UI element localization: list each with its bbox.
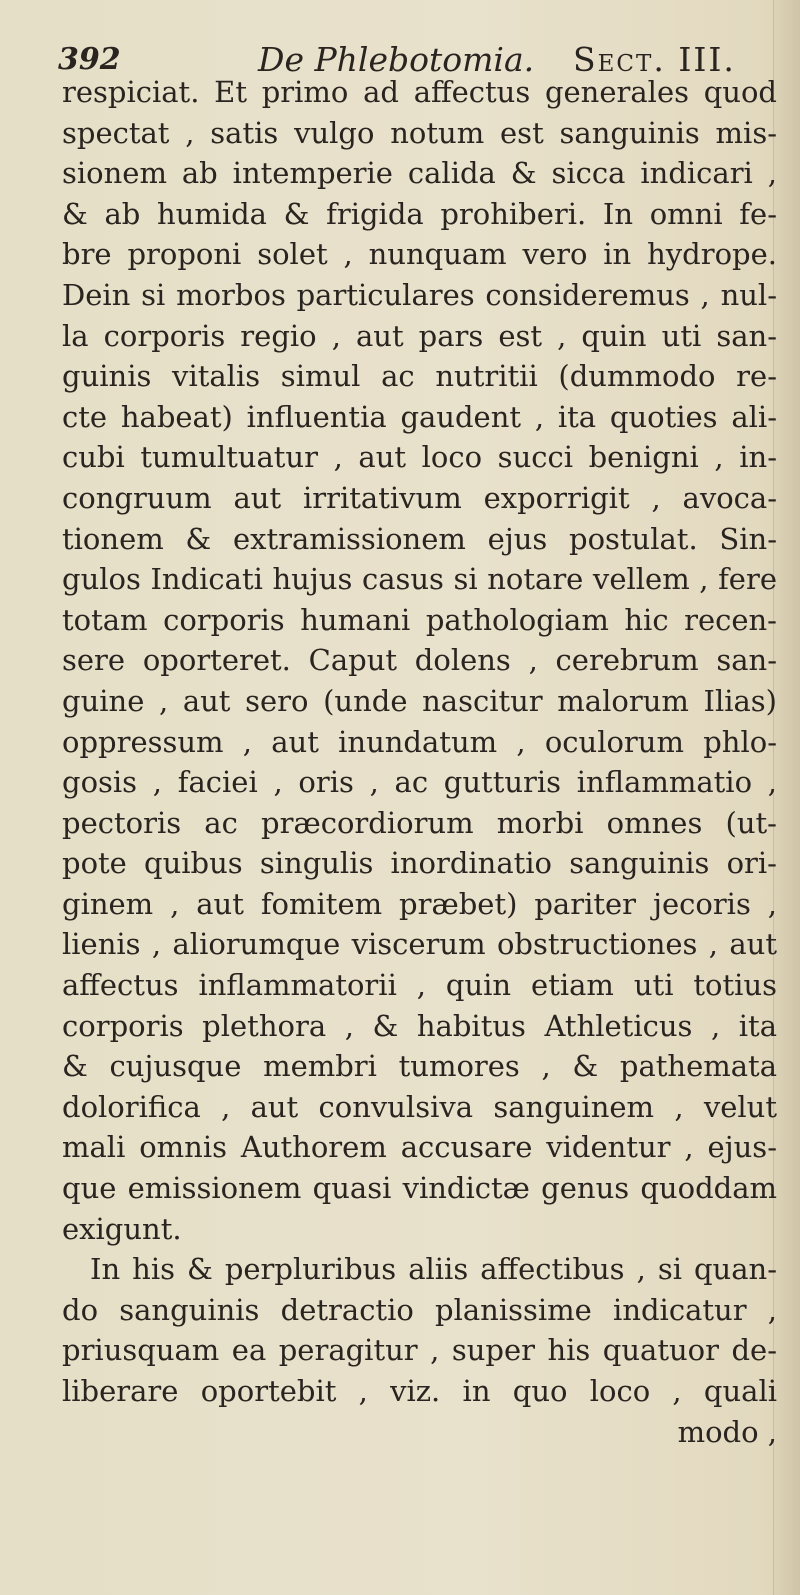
text-line: sere oporteret. Caput dolens , cerebrum san- — [62, 643, 777, 678]
text-line: priusquam ea peragitur , super his quatuor de- — [62, 1333, 777, 1368]
text-line: pote quibus singulis inordinatio sanguinis ori- — [62, 846, 777, 881]
text-line: guinis vitalis simul ac nutritii (dummodo re- — [62, 359, 777, 394]
text-line: dolorifica , aut convulsiva sanguinem , velut — [62, 1089, 777, 1124]
text-line: respiciat. Et primo ad affectus generales quod — [62, 75, 777, 109]
text-line: mali omnis Authorem accusare videntur , ejus- — [62, 1130, 777, 1165]
text-line: exigunt. — [62, 1211, 182, 1246]
text-line: sionem ab intemperie calida & sicca indicari , — [62, 156, 777, 191]
page-edge — [773, 0, 800, 1595]
text-line: oppressum , aut inundatum , oculorum phlo- — [62, 724, 777, 759]
section-label: Sect. III. — [573, 40, 736, 79]
catchword: modo , — [677, 1414, 777, 1449]
text-line: gulos Indicati hujus casus si notare vellem , fere — [62, 562, 777, 597]
text-line: do sanguinis detractio planissime indicatur , — [62, 1292, 777, 1327]
text-line: ginem , aut fomitem præbet) pariter jecoris , — [62, 886, 777, 921]
text-line: affectus inflammatorii , quin etiam uti totius — [62, 968, 777, 1003]
text-line: & cujusque membri tumores , & pathemata — [62, 1049, 777, 1084]
text-line: In his & perpluribus aliis affectibus , si quan- — [90, 1252, 777, 1287]
text-line: corporis plethora , & habitus Athleticus , ita — [62, 1008, 777, 1043]
running-title: De Phlebotomia. — [258, 40, 535, 79]
text-line: lienis , aliorumque viscerum obstructiones , aut — [62, 927, 777, 962]
text-line: liberare oportebit , viz. in quo loco , quali — [62, 1374, 777, 1408]
text-line: que emissionem quasi vindictæ genus quoddam — [62, 1171, 777, 1206]
text-line: spectat , satis vulgo notum est sanguinis mis- — [62, 115, 777, 150]
text-line: & ab humida & frigida prohiberi. In omni fe- — [62, 196, 777, 231]
text-line: congruum aut irritativum exporrigit , avoca- — [62, 480, 777, 515]
text-line: tionem & extramissionem ejus postulat. Sin- — [62, 521, 777, 556]
text-line: pectoris ac præcordiorum morbi omnes (ut- — [62, 805, 777, 840]
text-line: cte habeat) influentia gaudent , ita quoties ali- — [62, 399, 777, 434]
text-line: totam corporis humani pathologiam hic recen- — [62, 602, 777, 637]
text-line: guine , aut sero (unde nascitur malorum Ilias) — [62, 683, 777, 718]
text-line: cubi tumultuatur , aut loco succi benigni , in- — [62, 440, 777, 475]
body-text — [62, 72, 777, 1452]
text-line: la corporis regio , aut pars est , quin uti san- — [62, 318, 777, 353]
text-line: Dein si morbos particulares consideremus , nul- — [62, 277, 777, 312]
text-line: bre proponi solet , nunquam vero in hydrope. — [62, 237, 777, 272]
page-number: 392 — [58, 42, 121, 77]
text-line: gosis , faciei , oris , ac gutturis inflammatio , — [62, 765, 777, 800]
